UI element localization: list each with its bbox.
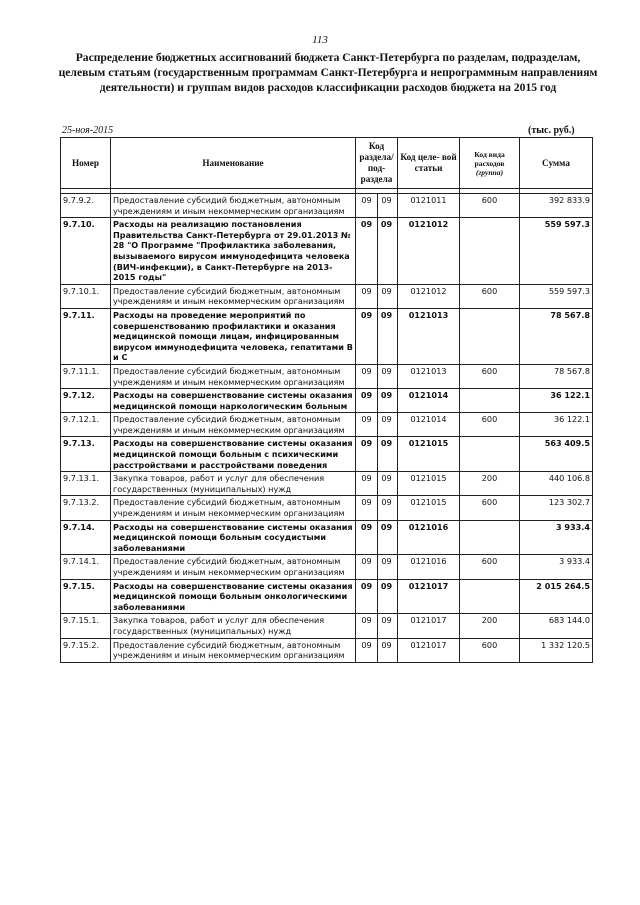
- row-section: 09: [356, 364, 378, 388]
- row-subsection: 09: [378, 472, 398, 496]
- row-number: 9.7.11.: [61, 308, 111, 364]
- row-article: 0121014: [398, 413, 460, 437]
- row-sum: 392 833.9: [520, 194, 593, 218]
- row-subsection: 09: [378, 555, 398, 579]
- row-number: 9.7.15.: [61, 579, 111, 614]
- header-number: Номер: [61, 138, 111, 189]
- row-article: 0121016: [398, 520, 460, 555]
- row-article: 0121015: [398, 472, 460, 496]
- table-row: [61, 413, 593, 437]
- row-article: 0121013: [398, 364, 460, 388]
- row-article: 0121011: [398, 194, 460, 218]
- row-subsection: 09: [378, 520, 398, 555]
- row-section: 09: [356, 472, 378, 496]
- table-row: [61, 194, 593, 218]
- row-article: 0121016: [398, 555, 460, 579]
- row-sum: 440 106.8: [520, 472, 593, 496]
- row-sum: 559 597.3: [520, 218, 593, 285]
- row-expense-type: 600: [460, 555, 520, 579]
- row-sum: 1 332 120.5: [520, 638, 593, 662]
- row-expense-type: [460, 308, 520, 364]
- row-name: Расходы на совершенствование системы оказания медицинской помощи больным сосудистыми заболеваниями: [111, 520, 356, 555]
- row-number: 9.7.10.: [61, 218, 111, 285]
- row-name: Предоставление субсидий бюджетным, автономным учреждениям и иным некоммерческим организациям: [111, 194, 356, 218]
- row-sum: 78 567.8: [520, 364, 593, 388]
- row-number: 9.7.12.1.: [61, 413, 111, 437]
- row-name: Расходы на реализацию постановления Правительства Санкт-Петербурга от 29.01.2013 № 28 "О Программе "Профилактика заболевания, вызываемого вирусом иммунодефицита человека (ВИЧ-инфекции), в Санкт-Петербурге на 2013-2015 годы": [111, 218, 356, 285]
- row-expense-type: [460, 218, 520, 285]
- row-expense-type: [460, 437, 520, 472]
- row-article: 0121013: [398, 308, 460, 364]
- table-row: [61, 555, 593, 579]
- row-article: 0121014: [398, 389, 460, 413]
- row-section: 09: [356, 308, 378, 364]
- row-number: 9.7.14.1.: [61, 555, 111, 579]
- row-expense-type: 600: [460, 194, 520, 218]
- report-date: 25-ноя-2015: [62, 125, 114, 136]
- row-sum: 36 122.1: [520, 413, 593, 437]
- row-number: 9.7.14.: [61, 520, 111, 555]
- row-name: Закупка товаров, работ и услуг для обеспечения государственных (муниципальных) нужд: [111, 472, 356, 496]
- row-subsection: 09: [378, 308, 398, 364]
- row-subsection: 09: [378, 364, 398, 388]
- row-subsection: 09: [378, 284, 398, 308]
- row-section: 09: [356, 413, 378, 437]
- row-name: Предоставление субсидий бюджетным, автономным учреждениям и иным некоммерческим организациям: [111, 638, 356, 662]
- row-section: 09: [356, 579, 378, 614]
- table-row: [61, 614, 593, 638]
- row-number: 9.7.12.: [61, 389, 111, 413]
- table-row: [61, 579, 593, 614]
- table-row: [61, 308, 593, 364]
- row-expense-type: 200: [460, 614, 520, 638]
- row-number: 9.7.9.2.: [61, 194, 111, 218]
- row-article: 0121017: [398, 579, 460, 614]
- row-sum: 123 302.7: [520, 496, 593, 520]
- row-article: 0121015: [398, 496, 460, 520]
- row-subsection: 09: [378, 389, 398, 413]
- row-sum: 2 015 264.5: [520, 579, 593, 614]
- row-subsection: 09: [378, 638, 398, 662]
- row-name: Закупка товаров, работ и услуг для обеспечения государственных (муниципальных) нужд: [111, 614, 356, 638]
- row-sum: 683 144.0: [520, 614, 593, 638]
- table-row: [61, 364, 593, 388]
- page-number: 113: [312, 34, 328, 46]
- row-name: Предоставление субсидий бюджетным, автономным учреждениям и иным некоммерческим организациям: [111, 364, 356, 388]
- table-header-row: [61, 138, 593, 189]
- row-subsection: 09: [378, 614, 398, 638]
- header-expense-type-group: (группа): [475, 167, 504, 177]
- row-article: 0121012: [398, 284, 460, 308]
- row-subsection: 09: [378, 437, 398, 472]
- row-section: 09: [356, 389, 378, 413]
- row-expense-type: 600: [460, 284, 520, 308]
- row-section: 09: [356, 638, 378, 662]
- row-name: Расходы на совершенствование системы оказания медицинской помощи больным онкологическими заболеваниями: [111, 579, 356, 614]
- header-section: Код раздела/ под- раздела: [356, 138, 398, 189]
- row-section: 09: [356, 194, 378, 218]
- table-row: [61, 638, 593, 662]
- row-subsection: 09: [378, 413, 398, 437]
- row-section: 09: [356, 218, 378, 285]
- table-row: [61, 496, 593, 520]
- row-name: Расходы на совершенствование системы оказания медицинской помощи наркологическим больным: [111, 389, 356, 413]
- row-sum: 559 597.3: [520, 284, 593, 308]
- row-expense-type: [460, 520, 520, 555]
- row-expense-type: 200: [460, 472, 520, 496]
- row-section: 09: [356, 614, 378, 638]
- row-number: 9.7.13.: [61, 437, 111, 472]
- header-expense-type: [460, 138, 520, 189]
- row-section: 09: [356, 496, 378, 520]
- row-article: 0121017: [398, 614, 460, 638]
- row-name: Предоставление субсидий бюджетным, автономным учреждениям и иным некоммерческим организациям: [111, 496, 356, 520]
- row-subsection: 09: [378, 194, 398, 218]
- table-row: [61, 284, 593, 308]
- row-section: 09: [356, 555, 378, 579]
- row-section: 09: [356, 284, 378, 308]
- row-number: 9.7.13.1.: [61, 472, 111, 496]
- row-sum: 36 122.1: [520, 389, 593, 413]
- document-title: Распределение бюджетных ассигнований бюджета Санкт-Петербурга по разделам, подразделам, целевым статьям (государственным программам Санкт-Петербурга и непрограммным направлениям деятельности) и группам видов расходов классификации расходов бюджета на 2015 год: [58, 51, 598, 94]
- row-name: Предоставление субсидий бюджетным, автономным учреждениям и иным некоммерческим организациям: [111, 413, 356, 437]
- row-number: 9.7.10.1.: [61, 284, 111, 308]
- table-row: [61, 520, 593, 555]
- row-name: Предоставление субсидий бюджетным, автономным учреждениям и иным некоммерческим организациям: [111, 284, 356, 308]
- row-number: 9.7.11.1.: [61, 364, 111, 388]
- row-number: 9.7.15.1.: [61, 614, 111, 638]
- row-number: 9.7.13.2.: [61, 496, 111, 520]
- row-sum: 3 933.4: [520, 520, 593, 555]
- row-sum: 3 933.4: [520, 555, 593, 579]
- row-sum: 78 567.8: [520, 308, 593, 364]
- row-name: Расходы на проведение мероприятий по совершенствованию профилактики и оказания медицинской помощи лицам, инфицированным вирусом иммунодефицита человека, гепатитами В и С: [111, 308, 356, 364]
- table-row: [61, 218, 593, 285]
- row-section: 09: [356, 437, 378, 472]
- header-name: Наименование: [111, 138, 356, 189]
- row-name: Расходы на совершенствование системы оказания медицинской помощи больным с психическими расстройствами и расстройствами поведения: [111, 437, 356, 472]
- table-row: [61, 437, 593, 472]
- row-expense-type: 600: [460, 638, 520, 662]
- table-row: [61, 389, 593, 413]
- row-subsection: 09: [378, 579, 398, 614]
- row-expense-type: 600: [460, 413, 520, 437]
- row-section: 09: [356, 520, 378, 555]
- row-article: 0121012: [398, 218, 460, 285]
- row-expense-type: 600: [460, 496, 520, 520]
- header-expense-type-label: Код вида расходов: [474, 149, 505, 168]
- row-expense-type: [460, 389, 520, 413]
- header-article: Код целе- вой статьи: [398, 138, 460, 189]
- table-row: [61, 472, 593, 496]
- table-body: [61, 194, 593, 663]
- header-sum: Сумма: [520, 138, 593, 189]
- row-expense-type: 600: [460, 364, 520, 388]
- row-subsection: 09: [378, 218, 398, 285]
- row-sum: 563 409.5: [520, 437, 593, 472]
- row-number: 9.7.15.2.: [61, 638, 111, 662]
- row-article: 0121017: [398, 638, 460, 662]
- budget-table: [60, 137, 593, 663]
- row-article: 0121015: [398, 437, 460, 472]
- row-subsection: 09: [378, 496, 398, 520]
- units-label: (тыс. руб.): [528, 125, 575, 136]
- row-expense-type: [460, 579, 520, 614]
- row-name: Предоставление субсидий бюджетным, автономным учреждениям и иным некоммерческим организациям: [111, 555, 356, 579]
